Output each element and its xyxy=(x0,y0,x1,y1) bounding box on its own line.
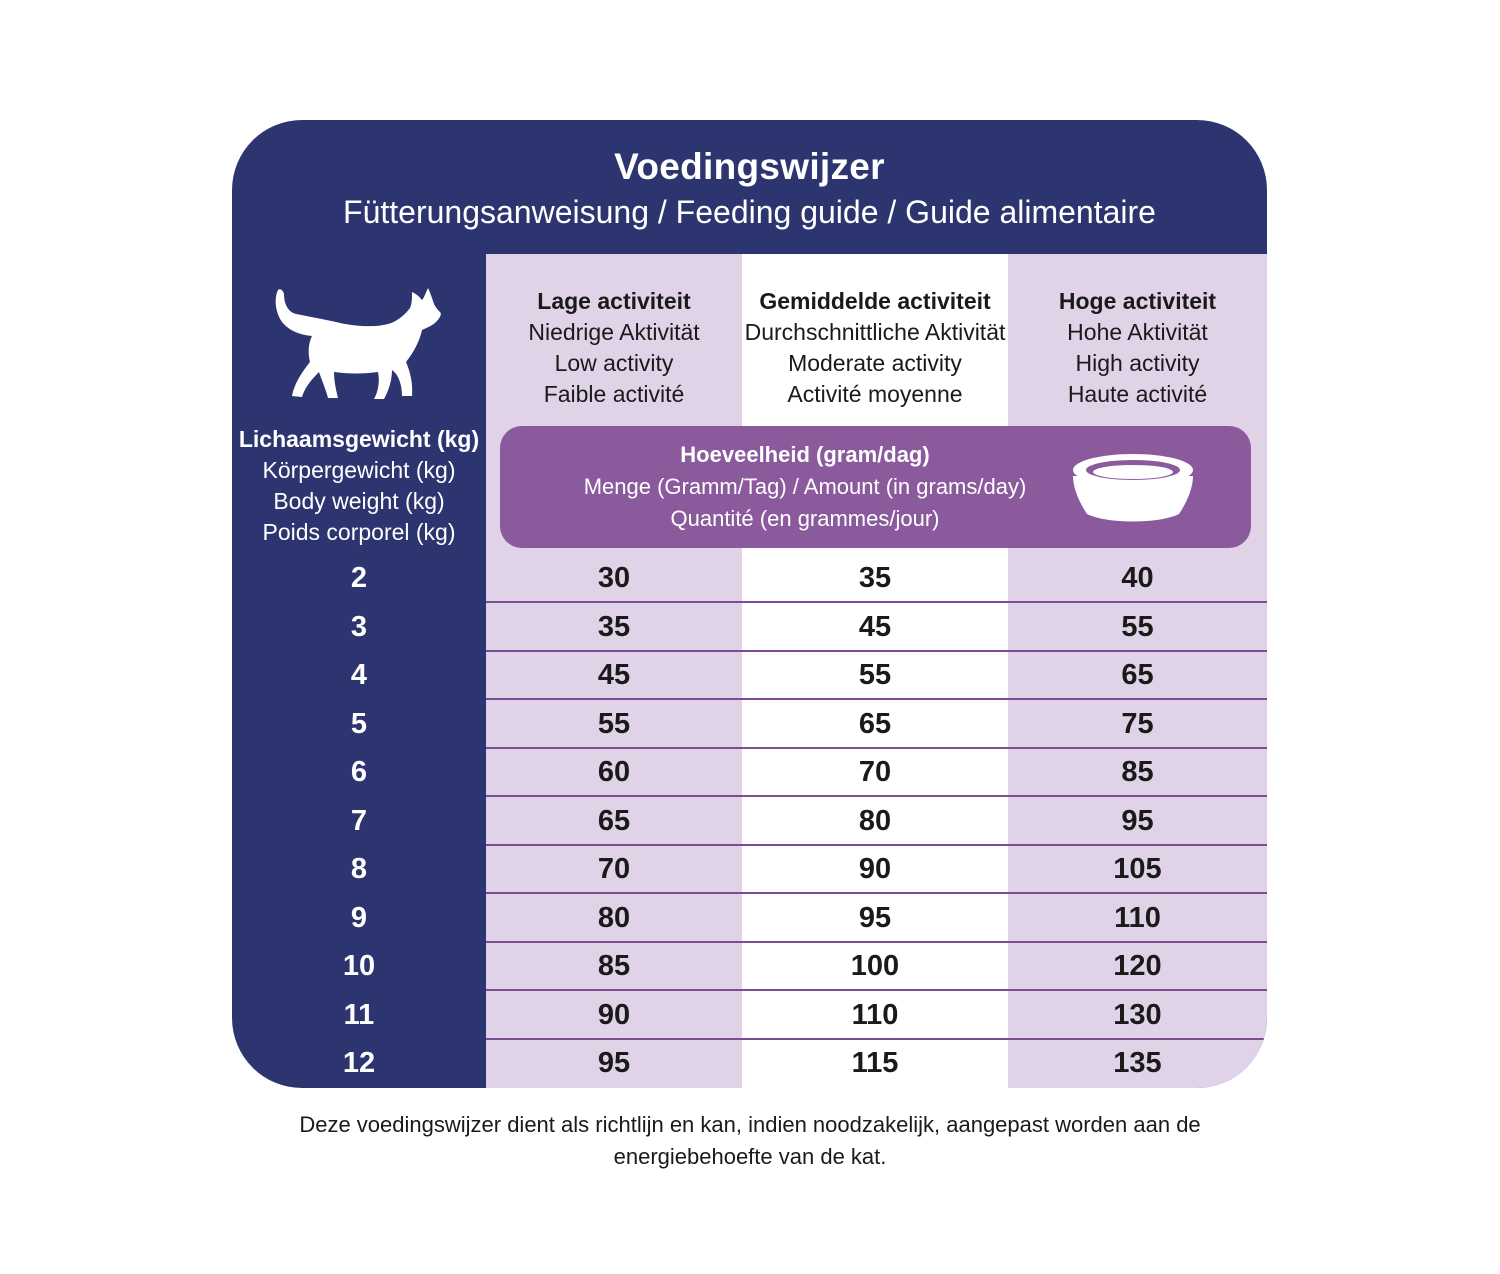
high-activity-cell: 95 xyxy=(1121,804,1154,837)
moderate-activity-cell: 110 xyxy=(851,998,899,1031)
page-title: Voedingswijzer xyxy=(614,146,885,187)
table-row xyxy=(232,942,1267,990)
moderate-activity-cell: 95 xyxy=(858,901,892,934)
amount-banner xyxy=(500,426,1251,548)
weight-cell: 3 xyxy=(350,610,368,643)
table-row xyxy=(232,700,1267,748)
high-activity-cell: 105 xyxy=(1113,853,1162,885)
high-activity-cell: 130 xyxy=(1113,998,1162,1031)
header-moderate-de: Durchschnittliche Aktivität xyxy=(744,319,1006,345)
moderate-activity-cell: 90 xyxy=(858,853,892,885)
weight-cell: 7 xyxy=(350,804,368,837)
low-activity-cell: 30 xyxy=(597,562,631,594)
low-activity-cell: 35 xyxy=(597,610,631,643)
low-activity-cell: 60 xyxy=(597,756,631,788)
moderate-activity-cell: 55 xyxy=(858,659,892,691)
moderate-activity-cell: 100 xyxy=(850,950,900,982)
low-activity-cell: 90 xyxy=(597,998,631,1031)
table-row xyxy=(232,991,1267,1039)
header-moderate-en: Moderate activity xyxy=(788,350,962,376)
low-activity-cell: 80 xyxy=(597,901,631,934)
header-low-nl: Lage activiteit xyxy=(537,288,691,314)
weight-cell: 12 xyxy=(342,1047,376,1079)
header-high-nl: Hoge activiteit xyxy=(1058,288,1217,314)
moderate-activity-cell: 35 xyxy=(858,562,892,594)
weight-cell: 9 xyxy=(350,901,368,934)
table-row xyxy=(232,797,1267,845)
footnote-line-1: Deze voedingswijzer dient als richtlijn en kan, indien noodzakelijk, aangepast worden aan de xyxy=(299,1112,1201,1137)
weight-cell: 2 xyxy=(350,562,368,594)
bowl-icon xyxy=(1067,448,1199,524)
high-activity-cell: 85 xyxy=(1121,756,1154,788)
amount-label-nl: Hoeveelheid (gram/dag) xyxy=(680,442,930,467)
header-moderate-fr: Activité moyenne xyxy=(787,381,963,407)
weight-label-group xyxy=(232,424,486,548)
table-row xyxy=(232,651,1267,699)
column-header-high xyxy=(1008,286,1267,410)
header-low-en: Low activity xyxy=(554,350,674,376)
weight-label-fr: Poids corporel (kg) xyxy=(262,519,456,545)
moderate-activity-cell: 80 xyxy=(858,804,892,837)
high-activity-cell: 75 xyxy=(1121,707,1154,740)
amount-label-fr: Quantité (en grammes/jour) xyxy=(670,506,940,531)
table-row xyxy=(232,894,1267,942)
amount-label-de-en: Menge (Gramm/Tag) / Amount (in grams/day) xyxy=(583,474,1027,499)
amount-label-group xyxy=(510,439,1100,535)
weight-cell: 10 xyxy=(342,950,376,982)
low-activity-cell: 55 xyxy=(597,707,631,740)
weight-label-de: Körpergewicht (kg) xyxy=(262,457,456,483)
cat-icon xyxy=(272,286,447,404)
weight-cell: 6 xyxy=(350,756,368,788)
low-activity-cell: 45 xyxy=(597,659,631,691)
table-row xyxy=(232,603,1267,651)
high-activity-cell: 65 xyxy=(1121,659,1154,691)
weight-label-nl: Lichaamsgewicht (kg) xyxy=(238,426,480,452)
footnote xyxy=(250,1109,1250,1173)
header-high-fr: Haute activité xyxy=(1067,381,1208,407)
table-row xyxy=(232,748,1267,796)
header-low-fr: Faible activité xyxy=(543,381,685,407)
footnote-line-2: energiebehoefte van de kat. xyxy=(613,1144,887,1169)
table-row xyxy=(232,845,1267,893)
high-activity-cell: 55 xyxy=(1121,610,1154,643)
header-high-en: High activity xyxy=(1075,350,1200,376)
high-activity-cell: 120 xyxy=(1113,950,1162,982)
moderate-activity-cell: 45 xyxy=(858,610,892,643)
page-subtitle: Fütterungsanweisung / Feeding guide / Guide alimentaire xyxy=(343,194,1156,230)
weight-cell: 8 xyxy=(350,853,368,885)
low-activity-cell: 85 xyxy=(597,950,631,982)
low-activity-cell: 70 xyxy=(597,853,631,885)
low-activity-cell: 65 xyxy=(597,804,631,837)
feeding-guide-card xyxy=(232,120,1267,1088)
moderate-activity-cell: 65 xyxy=(858,707,892,740)
weight-cell: 11 xyxy=(343,998,375,1031)
header-low-de: Niedrige Aktivität xyxy=(528,319,700,345)
weight-label-en: Body weight (kg) xyxy=(273,488,445,514)
column-header-low xyxy=(486,286,742,410)
header-high-de: Hohe Aktivität xyxy=(1067,319,1208,345)
column-header-moderate xyxy=(742,286,1008,410)
high-activity-cell: 40 xyxy=(1121,562,1154,594)
low-activity-cell: 95 xyxy=(597,1047,631,1079)
moderate-activity-cell: 115 xyxy=(851,1047,899,1079)
weight-cell: 5 xyxy=(350,707,368,740)
weight-cell: 4 xyxy=(350,659,368,691)
moderate-activity-cell: 70 xyxy=(858,756,892,788)
card-header xyxy=(232,120,1267,254)
table-row xyxy=(232,554,1267,602)
high-activity-cell: 110 xyxy=(1114,901,1161,934)
high-activity-cell: 135 xyxy=(1113,1047,1162,1079)
table-row xyxy=(232,1039,1267,1087)
header-moderate-nl: Gemiddelde activiteit xyxy=(759,288,991,314)
